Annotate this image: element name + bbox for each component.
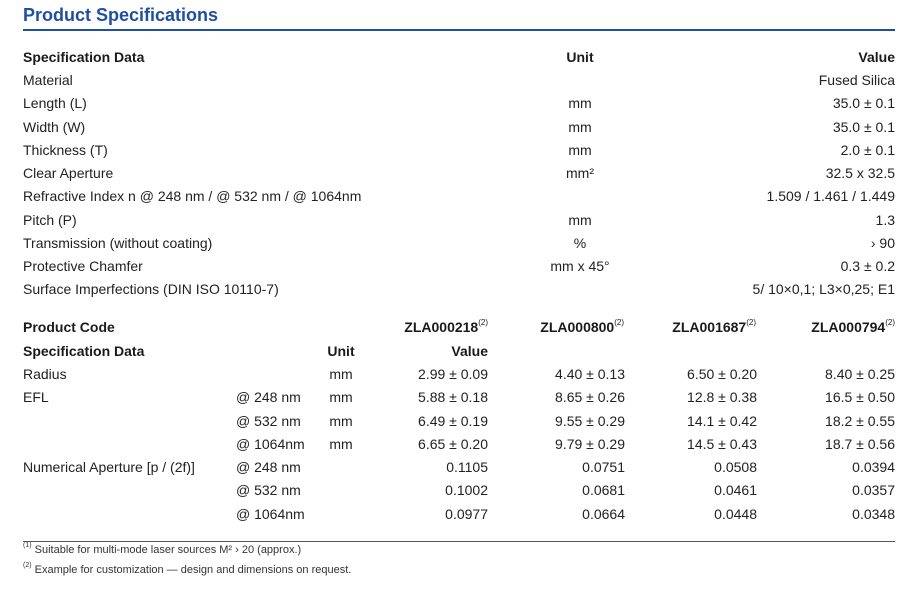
spec-value: 0.1105	[446, 459, 488, 475]
spec-label: Thickness (T)	[23, 142, 108, 158]
spec-value: 32.5 x 32.5	[825, 165, 895, 181]
header-spec: Specification Data	[23, 343, 145, 359]
spec-label: Length (L)	[23, 95, 87, 111]
spec-value: 18.7 ± 0.56	[825, 436, 895, 452]
product-code	[811, 316, 895, 338]
spec-value: 35.0 ± 0.1	[832, 95, 895, 111]
spec-value: › 90	[870, 235, 895, 251]
spec-label: Pitch (P)	[23, 212, 77, 228]
spec-condition: @ 1064nm	[236, 506, 305, 522]
spec-value: 12.8 ± 0.38	[687, 389, 757, 405]
spec-unit: mm	[568, 142, 592, 158]
product-code-text: ZLA000800	[540, 319, 615, 335]
spec-value: 0.0681	[582, 482, 625, 498]
spec-unit: mm	[568, 119, 592, 135]
footnote-2	[23, 564, 351, 576]
footnote-mark: (1)	[23, 542, 32, 549]
spec-label: Numerical Aperture [p / (2f)]	[23, 459, 195, 475]
product-code-row	[0, 316, 918, 338]
table-row	[0, 278, 918, 300]
spec-label: Clear Aperture	[23, 165, 114, 181]
spec-unit: mm	[329, 436, 353, 452]
header-unit: Unit	[327, 343, 355, 359]
spec-label: Width (W)	[23, 119, 86, 135]
spec-value: 0.0348	[852, 506, 895, 522]
spec-label: Protective Chamfer	[23, 258, 143, 274]
spec-unit: mm	[568, 212, 592, 228]
spec-unit: mm	[329, 366, 353, 382]
spec-unit: mm x 45°	[550, 258, 610, 274]
spec-unit: %	[573, 235, 587, 251]
spec-value: 0.3 ± 0.2	[840, 258, 895, 274]
product-code	[540, 316, 624, 338]
table-row	[0, 386, 918, 408]
table-row	[0, 433, 918, 455]
spec-unit: mm	[568, 95, 592, 111]
spec-unit: mm	[329, 389, 353, 405]
spec-value: 0.0664	[582, 506, 625, 522]
spec-value: 0.0977	[445, 506, 488, 522]
spec-value: 5/ 10×0,1; L3×0,25; E1	[752, 281, 895, 297]
header-value: Value	[858, 49, 895, 65]
footnote-rule	[23, 541, 895, 542]
table-row	[0, 479, 918, 501]
header-unit: Unit	[566, 49, 594, 65]
product-code-label: Product Code	[23, 319, 115, 335]
product-code	[672, 316, 756, 338]
spec-value: 6.65 ± 0.20	[418, 436, 488, 452]
product-code-text: ZLA000218	[404, 319, 479, 335]
table-row	[0, 255, 918, 277]
table-row	[0, 503, 918, 525]
table-row	[0, 92, 918, 114]
spec-label: Radius	[23, 366, 67, 382]
footnote-ref: (2)	[746, 318, 756, 327]
footnote-ref: (2)	[885, 318, 895, 327]
spec-value: 0.1002	[445, 482, 488, 498]
spec-value: 0.0461	[714, 482, 757, 498]
spec-condition: @ 1064nm	[236, 436, 305, 452]
spec-value: 9.79 ± 0.29	[555, 436, 625, 452]
spec-label: Surface Imperfections (DIN ISO 10110-7)	[23, 281, 279, 297]
table-row	[0, 410, 918, 432]
spec-value: 8.65 ± 0.26	[555, 389, 625, 405]
table-row	[0, 363, 918, 385]
spec-unit: mm	[329, 413, 353, 429]
spec-condition: @ 248 nm	[236, 459, 301, 475]
table-row	[0, 162, 918, 184]
table-row	[0, 69, 918, 91]
spec-value: 8.40 ± 0.25	[825, 366, 895, 382]
table-row	[0, 209, 918, 231]
spec-value: 6.49 ± 0.19	[418, 413, 488, 429]
footnote-ref: (2)	[478, 318, 488, 327]
table-row	[0, 139, 918, 161]
spec-value: 18.2 ± 0.55	[825, 413, 895, 429]
header-value: Value	[451, 343, 488, 359]
table-row	[0, 185, 918, 207]
spec-value: 35.0 ± 0.1	[832, 119, 895, 135]
spec-value: 9.55 ± 0.29	[555, 413, 625, 429]
footnote-text: Example for customization — design and dimensions on request.	[34, 564, 352, 576]
spec-condition: @ 532 nm	[236, 482, 301, 498]
spec-value: 0.0508	[714, 459, 757, 475]
spec-label: Refractive Index n @ 248 nm / @ 532 nm / @ 1064nm	[23, 188, 362, 204]
footnote-1	[23, 544, 301, 556]
page-title: Product Specifications	[23, 5, 219, 25]
spec-value: 0.0357	[852, 482, 895, 498]
table-row	[0, 116, 918, 138]
table-row	[0, 456, 918, 478]
spec-value: 0.0394	[852, 459, 895, 475]
spec-value: 2.99 ± 0.09	[418, 366, 488, 382]
spec-value: 14.1 ± 0.42	[687, 413, 757, 429]
product-code-text: ZLA000794	[811, 319, 886, 335]
spec-unit: mm²	[566, 165, 594, 181]
product-code-text: ZLA001687	[672, 319, 747, 335]
spec-value: 0.0751	[582, 459, 625, 475]
spec-condition: @ 248 nm	[236, 389, 301, 405]
product-code	[404, 316, 488, 338]
spec-value: 16.5 ± 0.50	[825, 389, 895, 405]
title-rule	[23, 29, 895, 31]
spec-value: 6.50 ± 0.20	[687, 366, 757, 382]
spec-value: 1.3	[875, 212, 895, 228]
footnote-text: Suitable for multi-mode laser sources M² › 20 (approx.)	[34, 544, 302, 556]
spec-value: 1.509 / 1.461 / 1.449	[766, 188, 895, 204]
spec-value: 14.5 ± 0.43	[687, 436, 757, 452]
header-spec: Specification Data	[23, 49, 145, 65]
spec-value: 5.88 ± 0.18	[418, 389, 488, 405]
footnote-ref: (2)	[614, 318, 624, 327]
spec-label: Transmission (without coating)	[23, 235, 213, 251]
footnote-mark: (2)	[23, 562, 32, 569]
spec-value: Fused Silica	[818, 72, 895, 88]
spec-value: 4.40 ± 0.13	[555, 366, 625, 382]
spec-label: EFL	[23, 389, 49, 405]
table1-header-row	[0, 46, 918, 68]
spec-value: 0.0448	[714, 506, 757, 522]
spec-condition: @ 532 nm	[236, 413, 301, 429]
spec-label: Material	[23, 72, 73, 88]
table-row	[0, 232, 918, 254]
spec-value: 2.0 ± 0.1	[840, 142, 895, 158]
table2-header-row	[0, 340, 918, 362]
